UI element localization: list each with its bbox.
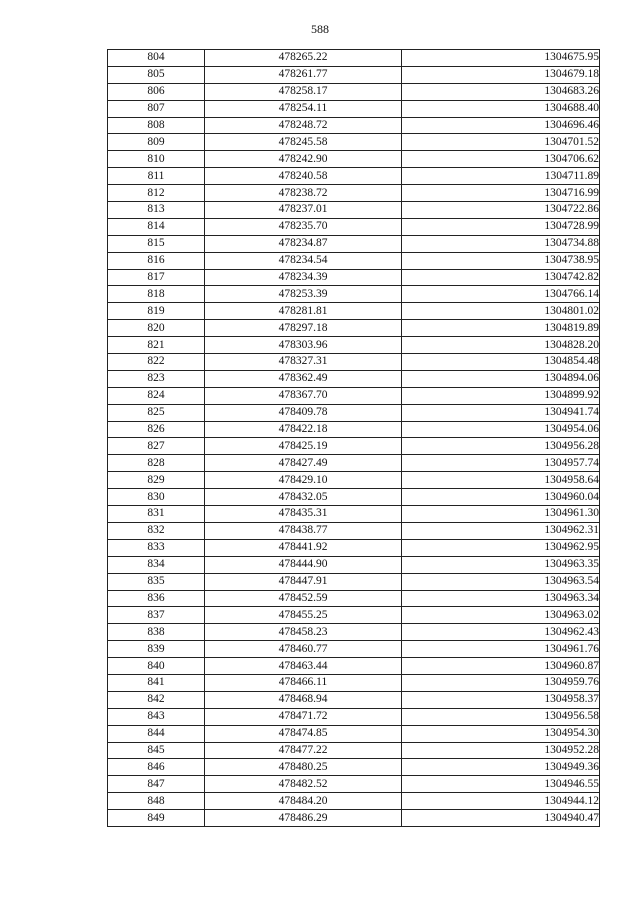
- point-number-cell: 827: [108, 438, 205, 455]
- point-number-cell: 822: [108, 354, 205, 371]
- x-coordinate-cell: 478480.25: [205, 759, 402, 776]
- point-number-cell: 829: [108, 472, 205, 489]
- coordinates-table: [107, 49, 600, 827]
- y-coordinate-cell: 1304961.30: [402, 506, 600, 523]
- x-coordinate-cell: 478367.70: [205, 387, 402, 404]
- table-row: [108, 506, 600, 523]
- x-coordinate-cell: 478452.59: [205, 590, 402, 607]
- y-coordinate-cell: 1304688.40: [402, 100, 600, 117]
- y-coordinate-cell: 1304946.55: [402, 776, 600, 793]
- coordinates-table-body: [108, 50, 600, 827]
- y-coordinate-cell: 1304766.14: [402, 286, 600, 303]
- table-row: [108, 674, 600, 691]
- table-row: [108, 810, 600, 827]
- table-row: [108, 522, 600, 539]
- point-number-cell: 826: [108, 421, 205, 438]
- x-coordinate-cell: 478482.52: [205, 776, 402, 793]
- table-row: [108, 151, 600, 168]
- point-number-cell: 813: [108, 202, 205, 219]
- y-coordinate-cell: 1304952.28: [402, 742, 600, 759]
- x-coordinate-cell: 478258.17: [205, 83, 402, 100]
- x-coordinate-cell: 478303.96: [205, 337, 402, 354]
- point-number-cell: 814: [108, 218, 205, 235]
- y-coordinate-cell: 1304949.36: [402, 759, 600, 776]
- y-coordinate-cell: 1304956.28: [402, 438, 600, 455]
- y-coordinate-cell: 1304683.26: [402, 83, 600, 100]
- page-number: 588: [311, 22, 329, 36]
- point-number-cell: 833: [108, 539, 205, 556]
- table-row: [108, 658, 600, 675]
- x-coordinate-cell: 478362.49: [205, 370, 402, 387]
- point-number-cell: 824: [108, 387, 205, 404]
- x-coordinate-cell: 478463.44: [205, 658, 402, 675]
- point-number-cell: 821: [108, 337, 205, 354]
- y-coordinate-cell: 1304899.92: [402, 387, 600, 404]
- point-number-cell: 832: [108, 522, 205, 539]
- table-row: [108, 387, 600, 404]
- y-coordinate-cell: 1304742.82: [402, 269, 600, 286]
- point-number-cell: 828: [108, 455, 205, 472]
- y-coordinate-cell: 1304801.02: [402, 303, 600, 320]
- table-row: [108, 624, 600, 641]
- x-coordinate-cell: 478422.18: [205, 421, 402, 438]
- y-coordinate-cell: 1304701.52: [402, 134, 600, 151]
- table-row: [108, 269, 600, 286]
- y-coordinate-cell: 1304819.89: [402, 320, 600, 337]
- x-coordinate-cell: 478471.72: [205, 708, 402, 725]
- x-coordinate-cell: 478234.87: [205, 235, 402, 252]
- y-coordinate-cell: 1304963.34: [402, 590, 600, 607]
- table-row: [108, 50, 600, 67]
- table-row: [108, 337, 600, 354]
- x-coordinate-cell: 478234.54: [205, 252, 402, 269]
- table-row: [108, 252, 600, 269]
- point-number-cell: 805: [108, 66, 205, 83]
- table-row: [108, 134, 600, 151]
- point-number-cell: 831: [108, 506, 205, 523]
- y-coordinate-cell: 1304962.43: [402, 624, 600, 641]
- point-number-cell: 818: [108, 286, 205, 303]
- x-coordinate-cell: 478477.22: [205, 742, 402, 759]
- y-coordinate-cell: 1304963.54: [402, 573, 600, 590]
- table-row: [108, 793, 600, 810]
- x-coordinate-cell: 478240.58: [205, 168, 402, 185]
- y-coordinate-cell: 1304960.87: [402, 658, 600, 675]
- point-number-cell: 806: [108, 83, 205, 100]
- table-row: [108, 83, 600, 100]
- y-coordinate-cell: 1304941.74: [402, 404, 600, 421]
- y-coordinate-cell: 1304722.86: [402, 202, 600, 219]
- point-number-cell: 808: [108, 117, 205, 134]
- x-coordinate-cell: 478484.20: [205, 793, 402, 810]
- x-coordinate-cell: 478235.70: [205, 218, 402, 235]
- y-coordinate-cell: 1304958.64: [402, 472, 600, 489]
- point-number-cell: 840: [108, 658, 205, 675]
- point-number-cell: 849: [108, 810, 205, 827]
- x-coordinate-cell: 478409.78: [205, 404, 402, 421]
- point-number-cell: 819: [108, 303, 205, 320]
- y-coordinate-cell: 1304954.06: [402, 421, 600, 438]
- x-coordinate-cell: 478444.90: [205, 556, 402, 573]
- x-coordinate-cell: 478460.77: [205, 641, 402, 658]
- table-row: [108, 556, 600, 573]
- table-row: [108, 455, 600, 472]
- x-coordinate-cell: 478435.31: [205, 506, 402, 523]
- x-coordinate-cell: 478253.39: [205, 286, 402, 303]
- x-coordinate-cell: 478447.91: [205, 573, 402, 590]
- x-coordinate-cell: 478466.11: [205, 674, 402, 691]
- y-coordinate-cell: 1304706.62: [402, 151, 600, 168]
- y-coordinate-cell: 1304963.02: [402, 607, 600, 624]
- point-number-cell: 815: [108, 235, 205, 252]
- table-row: [108, 66, 600, 83]
- x-coordinate-cell: 478455.25: [205, 607, 402, 624]
- point-number-cell: 816: [108, 252, 205, 269]
- point-number-cell: 823: [108, 370, 205, 387]
- point-number-cell: 811: [108, 168, 205, 185]
- table-row: [108, 438, 600, 455]
- x-coordinate-cell: 478429.10: [205, 472, 402, 489]
- y-coordinate-cell: 1304961.76: [402, 641, 600, 658]
- x-coordinate-cell: 478234.39: [205, 269, 402, 286]
- y-coordinate-cell: 1304716.99: [402, 185, 600, 202]
- point-number-cell: 825: [108, 404, 205, 421]
- point-number-cell: 847: [108, 776, 205, 793]
- y-coordinate-cell: 1304675.95: [402, 50, 600, 67]
- y-coordinate-cell: 1304728.99: [402, 218, 600, 235]
- x-coordinate-cell: 478248.72: [205, 117, 402, 134]
- point-number-cell: 845: [108, 742, 205, 759]
- point-number-cell: 834: [108, 556, 205, 573]
- table-row: [108, 202, 600, 219]
- x-coordinate-cell: 478281.81: [205, 303, 402, 320]
- y-coordinate-cell: 1304958.37: [402, 691, 600, 708]
- table-row: [108, 185, 600, 202]
- y-coordinate-cell: 1304956.58: [402, 708, 600, 725]
- y-coordinate-cell: 1304738.95: [402, 252, 600, 269]
- table-row: [108, 641, 600, 658]
- y-coordinate-cell: 1304962.95: [402, 539, 600, 556]
- table-row: [108, 303, 600, 320]
- point-number-cell: 839: [108, 641, 205, 658]
- table-row: [108, 539, 600, 556]
- point-number-cell: 842: [108, 691, 205, 708]
- point-number-cell: 844: [108, 725, 205, 742]
- x-coordinate-cell: 478486.29: [205, 810, 402, 827]
- point-number-cell: 809: [108, 134, 205, 151]
- table-row: [108, 117, 600, 134]
- x-coordinate-cell: 478474.85: [205, 725, 402, 742]
- table-row: [108, 404, 600, 421]
- point-number-cell: 841: [108, 674, 205, 691]
- table-row: [108, 218, 600, 235]
- point-number-cell: 830: [108, 489, 205, 506]
- y-coordinate-cell: 1304679.18: [402, 66, 600, 83]
- y-coordinate-cell: 1304696.46: [402, 117, 600, 134]
- x-coordinate-cell: 478441.92: [205, 539, 402, 556]
- y-coordinate-cell: 1304854.48: [402, 354, 600, 371]
- table-row: [108, 168, 600, 185]
- x-coordinate-cell: 478468.94: [205, 691, 402, 708]
- point-number-cell: 846: [108, 759, 205, 776]
- point-number-cell: 804: [108, 50, 205, 67]
- table-row: [108, 370, 600, 387]
- point-number-cell: 848: [108, 793, 205, 810]
- point-number-cell: 820: [108, 320, 205, 337]
- table-row: [108, 759, 600, 776]
- y-coordinate-cell: 1304711.89: [402, 168, 600, 185]
- y-coordinate-cell: 1304894.06: [402, 370, 600, 387]
- x-coordinate-cell: 478238.72: [205, 185, 402, 202]
- table-row: [108, 421, 600, 438]
- table-row: [108, 742, 600, 759]
- table-row: [108, 573, 600, 590]
- table-row: [108, 776, 600, 793]
- x-coordinate-cell: 478242.90: [205, 151, 402, 168]
- x-coordinate-cell: 478245.58: [205, 134, 402, 151]
- x-coordinate-cell: 478427.49: [205, 455, 402, 472]
- table-row: [108, 320, 600, 337]
- table-row: [108, 235, 600, 252]
- point-number-cell: 838: [108, 624, 205, 641]
- x-coordinate-cell: 478425.19: [205, 438, 402, 455]
- x-coordinate-cell: 478237.01: [205, 202, 402, 219]
- point-number-cell: 835: [108, 573, 205, 590]
- y-coordinate-cell: 1304960.04: [402, 489, 600, 506]
- table-row: [108, 100, 600, 117]
- y-coordinate-cell: 1304957.74: [402, 455, 600, 472]
- y-coordinate-cell: 1304959.76: [402, 674, 600, 691]
- table-row: [108, 607, 600, 624]
- table-row: [108, 590, 600, 607]
- table-row: [108, 725, 600, 742]
- table-row: [108, 472, 600, 489]
- point-number-cell: 807: [108, 100, 205, 117]
- x-coordinate-cell: 478438.77: [205, 522, 402, 539]
- point-number-cell: 836: [108, 590, 205, 607]
- point-number-cell: 817: [108, 269, 205, 286]
- point-number-cell: 810: [108, 151, 205, 168]
- y-coordinate-cell: 1304828.20: [402, 337, 600, 354]
- table-row: [108, 691, 600, 708]
- y-coordinate-cell: 1304944.12: [402, 793, 600, 810]
- table-row: [108, 489, 600, 506]
- y-coordinate-cell: 1304940.47: [402, 810, 600, 827]
- x-coordinate-cell: 478327.31: [205, 354, 402, 371]
- table-row: [108, 708, 600, 725]
- y-coordinate-cell: 1304954.30: [402, 725, 600, 742]
- x-coordinate-cell: 478458.23: [205, 624, 402, 641]
- point-number-cell: 812: [108, 185, 205, 202]
- y-coordinate-cell: 1304734.88: [402, 235, 600, 252]
- point-number-cell: 843: [108, 708, 205, 725]
- x-coordinate-cell: 478297.18: [205, 320, 402, 337]
- x-coordinate-cell: 478432.05: [205, 489, 402, 506]
- table-row: [108, 354, 600, 371]
- x-coordinate-cell: 478265.22: [205, 50, 402, 67]
- x-coordinate-cell: 478254.11: [205, 100, 402, 117]
- x-coordinate-cell: 478261.77: [205, 66, 402, 83]
- y-coordinate-cell: 1304963.35: [402, 556, 600, 573]
- table-row: [108, 286, 600, 303]
- y-coordinate-cell: 1304962.31: [402, 522, 600, 539]
- point-number-cell: 837: [108, 607, 205, 624]
